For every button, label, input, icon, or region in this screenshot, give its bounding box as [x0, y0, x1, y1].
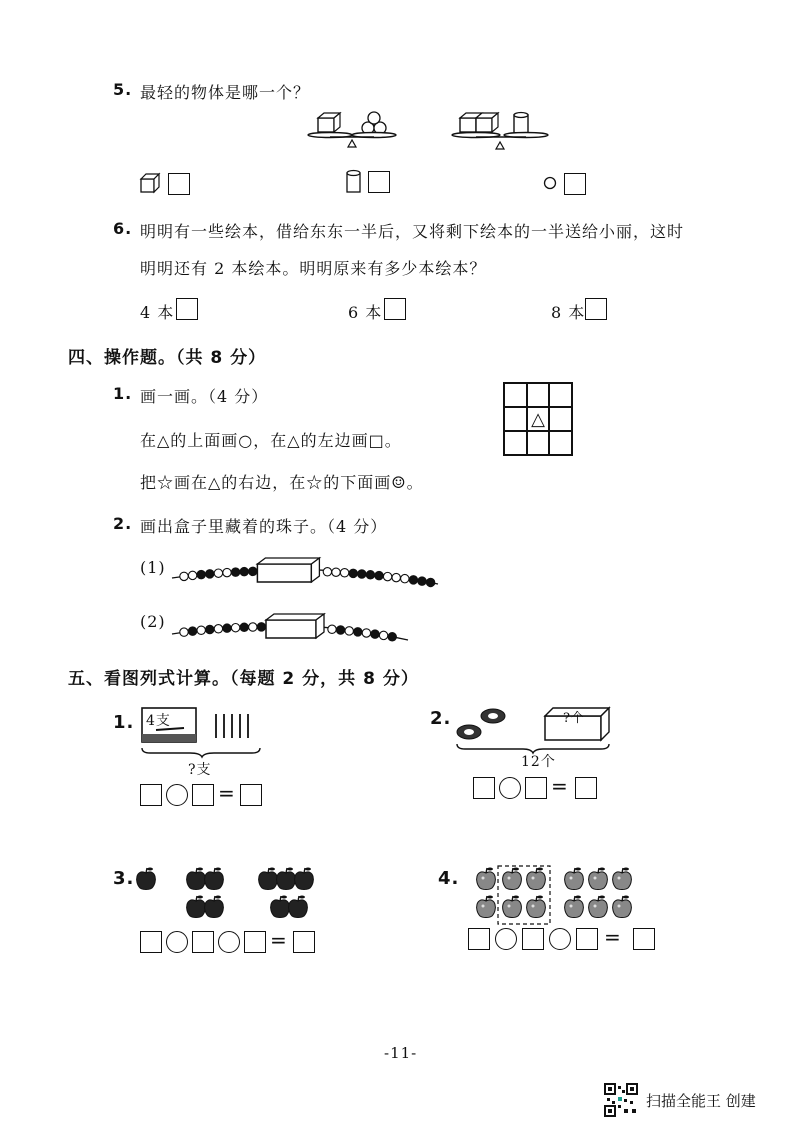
apple-icon [527, 896, 546, 918]
s4q1-number: 1. [113, 384, 133, 403]
white-bead [214, 569, 222, 577]
black-bead [206, 625, 214, 633]
apple-icon [565, 896, 584, 918]
grid-cell-center[interactable] [527, 407, 550, 431]
apples-figure-4 [470, 862, 650, 926]
black-bead [371, 630, 379, 638]
q6-answer-box-2[interactable] [384, 298, 406, 320]
s5q4-answer-box-3[interactable] [576, 928, 598, 950]
apple-icon [277, 868, 296, 890]
s4q1-title: 画一画。（4 分） [140, 387, 269, 406]
apple-icon [613, 896, 632, 918]
black-bead [223, 624, 231, 632]
hidden-bead-box [257, 564, 311, 582]
apple-icon [271, 896, 290, 918]
box-top [266, 614, 324, 620]
s5q4-answer-box-2[interactable] [522, 928, 544, 950]
s5q1-equals: = [218, 781, 235, 805]
hidden-bead-box [266, 620, 316, 638]
black-bead [240, 623, 248, 631]
apple-icon [503, 896, 522, 918]
box-top [257, 558, 319, 564]
s5q4-equals: = [604, 925, 621, 949]
s5q1-operator-circle[interactable] [166, 784, 188, 806]
white-bead [214, 625, 222, 633]
apple-icon [187, 896, 206, 918]
white-bead [392, 573, 400, 581]
s5q2-answer-box-3[interactable] [575, 777, 597, 799]
s5q3-equals: = [270, 928, 287, 952]
apple-icon [589, 868, 608, 890]
q6-number: 6. [113, 219, 133, 238]
section-5-title: 五、看图列式计算。（每题 2 分，共 8 分） [68, 669, 419, 689]
black-bead [388, 633, 396, 641]
s5q1-answer-box-1[interactable] [140, 784, 162, 806]
apple-icon [503, 868, 522, 890]
s4q1-line2: 把☆画在△的右边，在☆的下面画☺。 [140, 473, 424, 492]
s5q3-number: 3. [113, 868, 135, 889]
pencil-box-label: 4支 [146, 713, 171, 729]
apple-icon [205, 896, 224, 918]
s4q2-title: 画出盒子里藏着的珠子。（4 分） [140, 517, 388, 536]
white-bead [197, 626, 205, 634]
black-bead [188, 627, 196, 635]
s5q4-answer-box-1[interactable] [468, 928, 490, 950]
apple-icon [205, 868, 224, 890]
white-bead [223, 568, 231, 576]
white-bead [249, 623, 257, 631]
apple-icon [289, 896, 308, 918]
pencil-total-label: ?支 [188, 762, 212, 778]
grid-cell[interactable] [549, 407, 572, 431]
q6-option-2: 6 本 [348, 303, 383, 322]
black-bead [418, 577, 426, 585]
watermark-text: 扫描全能王 创建 [646, 1091, 756, 1110]
triangle-icon: △ [531, 408, 545, 430]
white-bead [401, 574, 409, 582]
grid-cell[interactable] [549, 431, 572, 455]
s5q4-number: 4. [438, 868, 460, 889]
black-bead [409, 576, 417, 584]
q5-answer-box-cylinder[interactable] [368, 171, 390, 193]
q5-answer-box-ball[interactable] [564, 173, 586, 195]
s5q2-answer-box-1[interactable] [473, 777, 495, 799]
section-4-title: 四、操作题。（共 8 分） [68, 348, 267, 368]
black-bead [257, 623, 265, 631]
black-bead [349, 569, 357, 577]
s5q3-answer-box-3[interactable] [244, 931, 266, 953]
drawing-grid[interactable] [503, 382, 573, 456]
bead-string-1 [170, 548, 440, 594]
apple-icon [295, 868, 314, 890]
apple-icon [259, 868, 278, 890]
page-number: -11- [384, 1044, 418, 1062]
s4q2-number: 2. [113, 514, 133, 533]
bead-row-1-label: (1) [140, 558, 166, 577]
ball-icon [543, 176, 557, 190]
grid-cell[interactable] [504, 407, 527, 431]
s5q3-answer-box-2[interactable] [192, 931, 214, 953]
q6-option-3: 8 本 [551, 303, 586, 322]
black-bead [375, 571, 383, 579]
apples-figure-3 [130, 862, 330, 926]
white-bead [383, 572, 391, 580]
candy-box-label: ?个 [563, 711, 585, 726]
white-bead [340, 569, 348, 577]
apple-icon [187, 868, 206, 890]
black-bead [197, 570, 205, 578]
black-bead [336, 626, 344, 634]
grid-cell[interactable] [527, 431, 550, 455]
apple-icon [613, 868, 632, 890]
apple-icon [477, 868, 496, 890]
black-bead [249, 567, 257, 575]
candy-total-label: 12个 [521, 754, 556, 770]
black-bead [206, 570, 214, 578]
s4q1-line1: 在△的上面画○，在△的左边画□。 [140, 431, 402, 450]
s5q2-operator-circle[interactable] [499, 777, 521, 799]
cube-icon [140, 173, 162, 193]
white-bead [345, 627, 353, 635]
q5-text: 最轻的物体是哪一个？ [140, 83, 311, 102]
q6-line2: 明明还有 2 本绘本。明明原来有多少本绘本？ [140, 259, 487, 278]
black-bead [426, 578, 434, 586]
balance-scale-2 [452, 110, 562, 152]
balance-scale-1 [300, 110, 410, 152]
white-bead [231, 623, 239, 631]
white-bead [323, 568, 331, 576]
s5q1-answer-box-3[interactable] [240, 784, 262, 806]
white-bead [332, 568, 340, 576]
apple-icon [527, 868, 546, 890]
apple-icon [477, 896, 496, 918]
grid-cell[interactable] [504, 431, 527, 455]
bead-row-2-label: (2) [140, 612, 166, 631]
s5q4-operator-circle-1[interactable] [495, 928, 517, 950]
q6-answer-box-1[interactable] [176, 298, 198, 320]
s5q1-answer-box-2[interactable] [192, 784, 214, 806]
qr-code-icon [604, 1083, 638, 1117]
black-bead [354, 628, 362, 636]
q5-answer-box-cube[interactable] [168, 173, 190, 195]
black-bead [231, 568, 239, 576]
q6-line1: 明明有一些绘本，借给东东一半后，又将剩下绘本的一半送给小丽，这时 [140, 222, 685, 241]
q5-number: 5. [113, 80, 133, 99]
s5q3-operator-circle-2[interactable] [218, 931, 240, 953]
grid-cell[interactable] [549, 383, 572, 407]
white-bead [328, 625, 336, 633]
white-bead [188, 571, 196, 579]
grid-cell[interactable] [504, 383, 527, 407]
white-bead [180, 572, 188, 580]
s5q1-number: 1. [113, 712, 135, 733]
s5q3-answer-box-4[interactable] [293, 931, 315, 953]
grid-cell[interactable] [527, 383, 550, 407]
white-bead [362, 629, 370, 637]
s5q2-answer-box-2[interactable] [525, 777, 547, 799]
q6-answer-box-3[interactable] [585, 298, 607, 320]
s5q2-equals: = [551, 774, 568, 798]
apple-icon [565, 868, 584, 890]
scanner-watermark [604, 1083, 756, 1117]
s5q4-operator-circle-2[interactable] [549, 928, 571, 950]
s5q4-answer-box-4[interactable] [633, 928, 655, 950]
apple-icon [137, 868, 156, 890]
apple-icon [589, 896, 608, 918]
black-bead [366, 571, 374, 579]
black-bead [358, 570, 366, 578]
bead-string-2 [170, 604, 410, 650]
white-bead [180, 628, 188, 636]
black-bead [240, 567, 248, 575]
cylinder-icon [346, 170, 362, 194]
s5q2-number: 2. [430, 708, 452, 729]
white-bead [379, 631, 387, 639]
q6-option-1: 4 本 [140, 303, 175, 322]
s5q3-operator-circle-1[interactable] [166, 931, 188, 953]
s5q3-answer-box-1[interactable] [140, 931, 162, 953]
